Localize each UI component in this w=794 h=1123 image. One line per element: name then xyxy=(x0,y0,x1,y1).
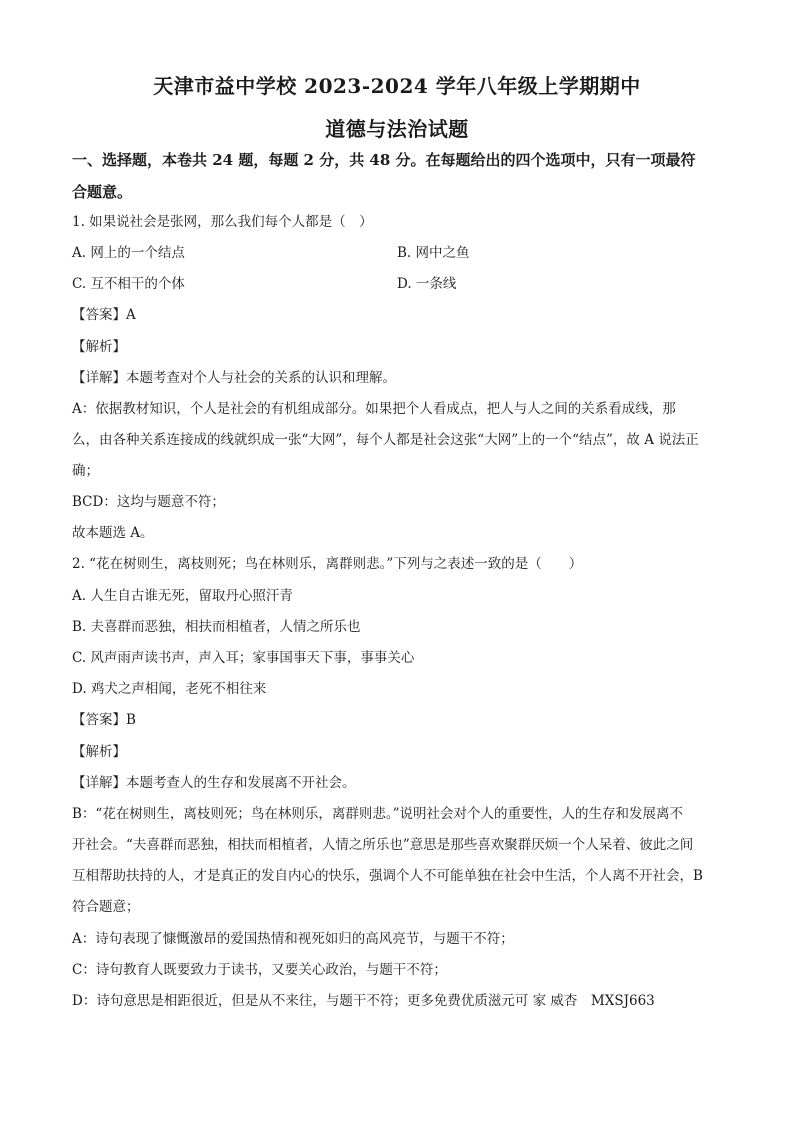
question-1-explain-bcd: BCD：这均与题意不符； xyxy=(72,494,225,510)
question-2-analysis-label: 【解析】 xyxy=(72,744,126,760)
question-1-option-b: B. 网中之鱼 xyxy=(397,245,470,261)
question-1-option-a: A. 网上的一个结点 xyxy=(72,245,185,261)
question-1-answer: 【答案】A xyxy=(72,307,136,323)
question-2-explain-b-1: B：“花在树则生，离枝则死；鸟在林则乐，离群则悲。”说明社会对个人的重要性，人的生存和发展离不 xyxy=(72,806,683,822)
question-1-detail: 【详解】本题考查对个人与社会的关系的认识和理解。 xyxy=(72,370,396,386)
question-2-option-c: C. 风声雨声读书声，声入耳；家事国事天下事，事事关心 xyxy=(72,650,415,666)
exam-title: 天津市益中学校 2023-2024 学年八年级上学期期中 xyxy=(153,74,641,98)
question-2-answer: 【答案】B xyxy=(72,712,136,728)
question-2-explain-b-4: 符合题意； xyxy=(72,899,140,915)
question-1-explain-a-1: A：依据教材知识，个人是社会的有机组成部分。如果把个人看成点，把人与人之间的关系看成线，那 xyxy=(72,401,676,417)
question-1-explain-a-3: 确； xyxy=(72,463,99,479)
question-2-option-a: A. 人生自古谁无死，留取丹心照汗青 xyxy=(72,588,293,604)
question-2-detail: 【详解】本题考查人的生存和发展离不开社会。 xyxy=(72,775,356,791)
question-1-option-d: D. 一条线 xyxy=(397,276,457,292)
section-heading-cont: 合题意。 xyxy=(72,183,133,201)
question-2-explain-c: C：诗句教育人既要致力于读书，又要关心政治，与题干不符； xyxy=(72,962,447,978)
question-1-analysis-label: 【解析】 xyxy=(72,339,126,355)
section-heading: 一、选择题，本卷共 24 题，每题 2 分，共 48 分。在每题给出的四个选项中，只有一项最符 xyxy=(72,151,696,169)
question-2-stem: 2. “花在树则生，离枝则死；鸟在林则乐，离群则悲。”下列与之表述一致的是（ ） xyxy=(72,556,583,572)
question-1-option-c: C. 互不相干的个体 xyxy=(72,276,185,292)
exam-subtitle: 道德与法治试题 xyxy=(325,117,469,141)
question-2-explain-b-2: 开社会。“夫喜群而恶独，相扶而相植者，人情之所乐也”意思是那些喜欢聚群厌烦一个人呆着、彼此之间 xyxy=(72,837,694,853)
question-2-explain-b-3: 互相帮助扶持的人，才是真正的发自内心的快乐，强调个人不可能单独在社会中生活，个人离不开社会，B xyxy=(72,868,703,884)
question-1-conclusion: 故本题选 A。 xyxy=(72,525,154,541)
question-1-stem: 1. 如果说社会是张网，那么我们每个人都是（ ） xyxy=(72,214,373,230)
question-2-option-d: D. 鸡犬之声相闻，老死不相往来 xyxy=(72,681,267,697)
question-2-option-b: B. 夫喜群而恶独，相扶而相植者，人情之所乐也 xyxy=(72,619,361,635)
question-1-explain-a-2: 么，由各种关系连接成的线就织成一张“大网”，每个人都是社会这张“大网”上的一个“结点”，故 A 说法正 xyxy=(72,432,699,448)
question-2-explain-d: D：诗句意思是相距很近，但是从不来往，与题干不符；更多免费优质滋元可 家 威杏 MXSJ663 xyxy=(72,993,655,1009)
question-2-explain-a: A：诗句表现了慷慨激昂的爱国热情和视死如归的高风亮节，与题干不符； xyxy=(72,931,514,947)
